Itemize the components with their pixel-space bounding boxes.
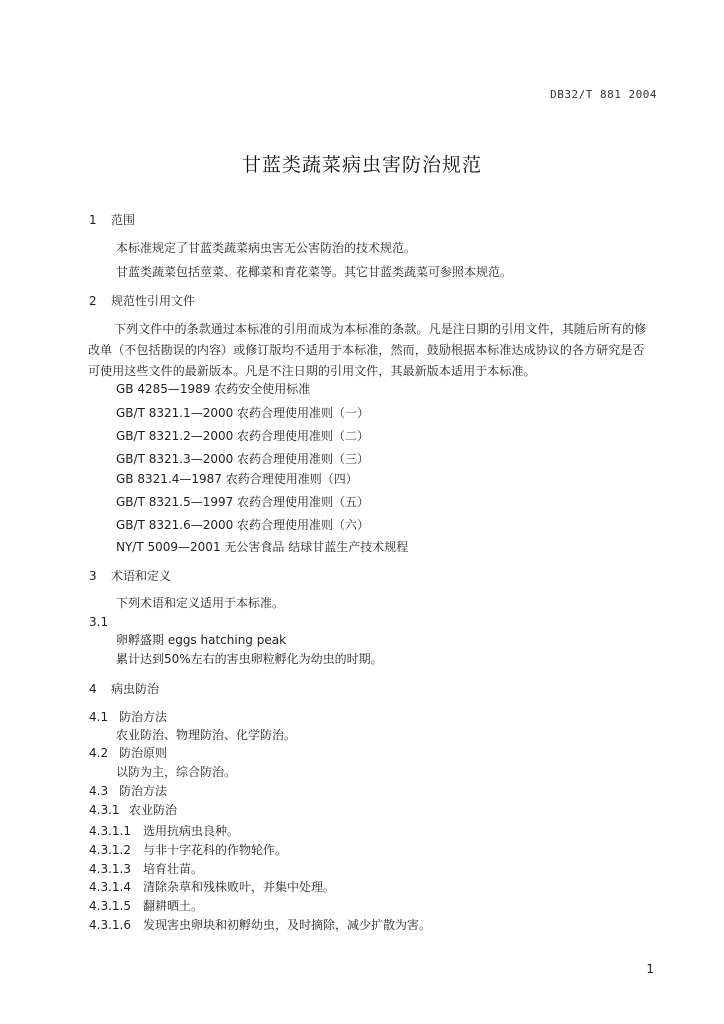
section-number: 2	[89, 294, 97, 308]
item-text: 发现害虫卵块和初孵幼虫，及时摘除，减少扩散为害。	[143, 918, 432, 932]
subsection-title: 防治方法	[119, 710, 168, 724]
item-text: 翻耕晒土。	[143, 899, 204, 913]
subsection-number: 4.3.1	[89, 803, 120, 817]
item-text: 清除杂草和残株败叶，并集中处理。	[143, 880, 336, 894]
reference-item: GB/T 8321.1—2000 农药合理使用准则（一）	[116, 406, 370, 420]
list-item	[89, 823, 239, 839]
item-text: 选用抗病虫良种。	[143, 824, 240, 838]
section-title: 术语和定义	[111, 569, 172, 583]
paragraph: 以防为主，综合防治。	[116, 765, 237, 779]
subsection-title: 农业防治	[129, 803, 178, 817]
subsection-4-1-heading	[89, 709, 167, 725]
list-item	[89, 842, 287, 858]
term-number: 3.1	[89, 615, 109, 629]
section-1-heading	[89, 212, 135, 228]
subsection-number: 4.2	[89, 746, 109, 760]
item-number: 4.3.1.2	[89, 843, 131, 857]
document-title: 甘蓝类蔬菜病虫害防治规范	[241, 154, 482, 176]
item-number: 4.3.1.4	[89, 880, 131, 894]
section-2-heading	[89, 293, 195, 309]
item-text: 培育壮苗。	[143, 862, 204, 876]
reference-item: GB/T 8321.5—1997 农药合理使用准则（五）	[116, 495, 370, 509]
page-number: 1	[646, 962, 654, 976]
item-number: 4.3.1.5	[89, 899, 131, 913]
subsection-title: 防治方法	[119, 784, 168, 798]
reference-item: GB/T 8321.6—2000 农药合理使用准则（六）	[116, 518, 370, 532]
reference-item: GB 4285—1989 农药安全使用标准	[116, 382, 311, 396]
section-number: 4	[89, 682, 97, 696]
section-title: 病虫防治	[111, 682, 160, 696]
section-3-heading	[89, 568, 171, 584]
paragraph: 下列文件中的条款通过本标准的引用而成为本标准的条款。凡是注日期的引用文件，其随后所有的修改单（不包括勘误的内容）或修订版均不适用于本标准，然而，鼓励根据本标准达成协议的各方研究是否可使用这些文件的最新版本。凡是不注日期的引用文件，其最新版本适用于本标准。	[88, 322, 647, 378]
list-item	[89, 898, 203, 914]
subsection-4-3-1-heading	[89, 802, 177, 818]
paragraph: 本标准规定了甘蓝类蔬菜病虫害无公害防治的技术规范。	[116, 241, 417, 255]
subsection-4-3-heading	[89, 783, 167, 799]
list-item	[89, 879, 335, 895]
subsection-4-2-heading	[89, 745, 167, 761]
list-item	[89, 861, 203, 877]
section-title: 规范性引用文件	[111, 294, 196, 308]
subsection-title: 防治原则	[119, 746, 168, 760]
section-number: 3	[89, 569, 97, 583]
section-title: 范围	[111, 213, 136, 227]
item-number: 4.3.1.1	[89, 824, 131, 838]
section-4-heading	[89, 681, 159, 697]
item-number: 4.3.1.6	[89, 918, 131, 932]
subsection-number: 4.1	[89, 710, 109, 724]
reference-item: GB/T 8321.2—2000 农药合理使用准则（二）	[116, 429, 370, 443]
reference-item: GB/T 8321.3—2000 农药合理使用准则（三）	[116, 452, 370, 466]
subsection-number: 4.3	[89, 784, 109, 798]
item-number: 4.3.1.3	[89, 862, 131, 876]
term-name: 卵孵盛期 eggs hatching peak	[116, 633, 287, 647]
paragraph: 甘蓝类蔬菜包括莖菜、花椰菜和青花菜等。其它甘蓝类蔬菜可参照本规范。	[116, 265, 513, 279]
list-item	[89, 917, 431, 933]
term-definition: 累计达到50%左右的害虫卵粒孵化为幼虫的时期。	[116, 652, 383, 666]
standard-code: DB32/T 881 2004	[550, 88, 657, 101]
paragraph: 农业防治、物理防治、化学防治。	[116, 728, 297, 742]
item-text: 与非十字花科的作物轮作。	[143, 843, 288, 857]
reference-item: NY/T 5009—2001 无公害食品 结球甘蓝生产技术规程	[116, 540, 409, 554]
paragraph: 下列术语和定义适用于本标准。	[116, 596, 285, 610]
reference-item: GB 8321.4—1987 农药合理使用准则（四）	[116, 472, 358, 486]
section-number: 1	[89, 213, 97, 227]
